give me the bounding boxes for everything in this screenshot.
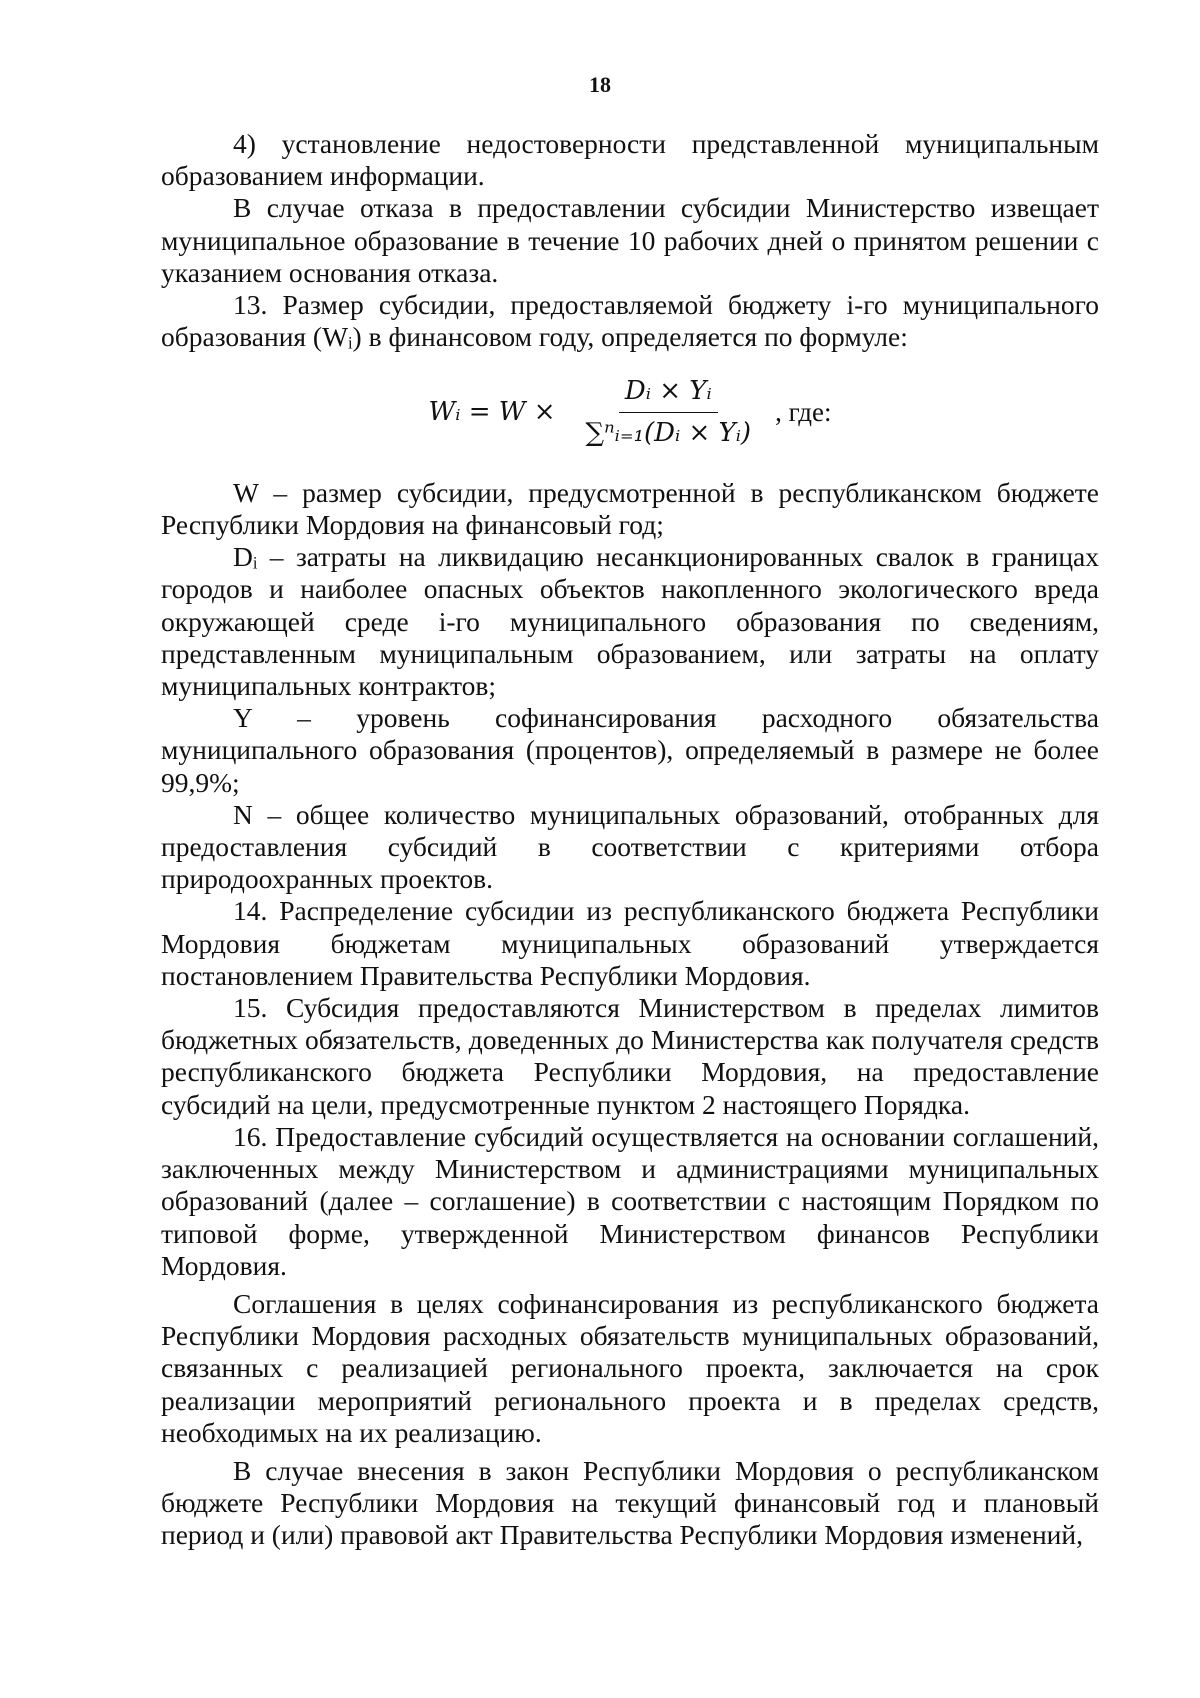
definition-y: Y – уровень софинансирования расходного обязательства муниципального образования (процентов), определяемый в размере не более 99,9%; bbox=[161, 702, 1099, 798]
paragraph-16: 16. Предоставление субсидий осуществляется на основании соглашений, заключенных между Министерством и администрациями муниципальных образований (далее – соглашение) в соответствии с настоящим Порядком по типовой форме, утвержденной Министерством финансов Республики Мордовия. bbox=[161, 1120, 1099, 1281]
definition-n: N – общее количество муниципальных образований, отобранных для предоставления субсидий в соответствии с критериями отбора природоохранных проектов. bbox=[161, 798, 1099, 895]
page-number: 18 bbox=[589, 72, 611, 97]
formula-fraction bbox=[580, 375, 758, 448]
paragraph-15: 15. Субсидия предоставляются Министерством в пределах лимитов бюджетных обязательств, доведенных до Министерства как получателя средств республиканского бюджета Республики Мордовия, на предоставление субсидий на цели, предусмотренные пунктом 2 настоящего Порядка. bbox=[161, 992, 1099, 1120]
subsidy-formula bbox=[161, 375, 1099, 448]
definition-w: W – размер субсидии, предусмотренной в республиканском бюджете Республики Мордовия на финансовый год; bbox=[161, 476, 1099, 541]
paragraph-14: 14. Распределение субсидии из республиканского бюджета Республики Мордовия бюджетам муниципальных образований утверждается постановлением Правительства Республики Мордовия. bbox=[161, 895, 1099, 991]
document-body bbox=[161, 128, 1099, 1552]
definition-d: Dᵢ – затраты на ликвидацию несанкционированных свалок в границах городов и наиболее опасных объектов накопленного экологического вреда окружающей среде i-го муниципального образования по сведениям, представленным муниципальным образованием, или затраты на оплату муниципальных контрактов; bbox=[161, 541, 1099, 702]
formula-numerator: Dᵢ × Yᵢ bbox=[619, 375, 718, 412]
paragraph-refusal-notice: В случае отказа в предоставлении субсидии Министерство извещает муниципальное образование в течение 10 рабочих дней о принятом решении с указанием основания отказа. bbox=[161, 192, 1099, 288]
formula-suffix: , где: bbox=[775, 397, 832, 428]
paragraph-item-4: 4) установление недостоверности представленной муниципальным образованием информации. bbox=[161, 128, 1099, 192]
paragraph-agreements: Соглашения в целях софинансирования из республиканского бюджета Республики Мордовия расходных обязательств муниципальных образований, связанных с реализацией регионального проекта, заключается на срок реализации мероприятий регионального проекта и в пределах средств, необходимых на их реализацию. bbox=[161, 1287, 1099, 1448]
formula-lhs: Wᵢ = W × bbox=[428, 397, 556, 428]
paragraph-13: 13. Размер субсидии, предоставляемой бюджету i-го муниципального образования (Wᵢ) в финансовом году, определяется по формуле: bbox=[161, 289, 1099, 353]
formula-denominator: ∑ⁿᵢ₌₁(Dᵢ × Yᵢ) bbox=[585, 417, 752, 448]
paragraph-amendments: В случае внесения в закон Республики Мордовия о республиканском бюджете Республики Мордовия на текущий финансовый год и плановый период и (или) правовой акт Правительства Республики Мордовия изменений, bbox=[161, 1454, 1099, 1551]
